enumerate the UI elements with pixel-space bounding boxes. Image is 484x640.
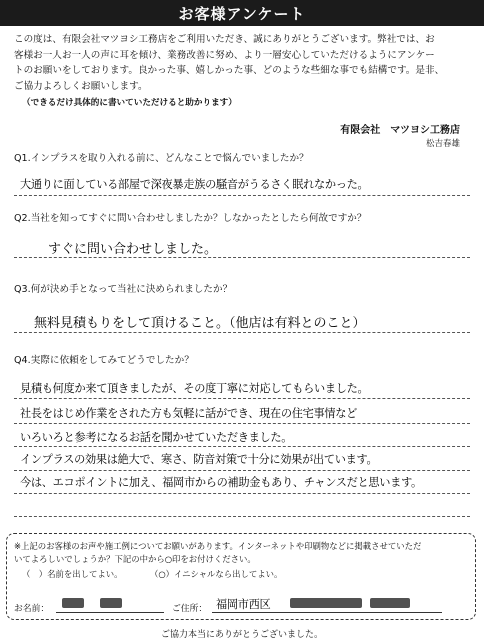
name-underline	[56, 612, 164, 613]
answer-4-line: 今は、エコポイントに加え、福岡市からの補助金もあり、チャンスだと思います。	[20, 476, 422, 489]
question-2: Q2.当社を知ってすぐに問い合わせしましたか？しなかったとしたら何故ですか？	[14, 213, 367, 224]
intro-line: ご協力よろしくお願いします。	[14, 80, 148, 92]
address-label: ご住所：	[172, 604, 208, 614]
answer-4-line: 社長をはじめ作業をされた方も気軽に話ができ、現在の住宅事情など	[20, 407, 358, 420]
answer-4-line: いろいろと参考になるお話を聞かせていただきました。	[20, 431, 293, 444]
answer-2-line: すぐに問い合わせしました。	[48, 242, 218, 257]
signer-name: 松吉春雄	[425, 139, 460, 149]
page-title: お客様アンケート	[178, 5, 306, 23]
address-underline	[212, 612, 442, 613]
intro-line: トのお願いをしております。良かった事、嬉しかった事、どのような些細な事でも結構です。是非、	[14, 65, 445, 76]
answer-4-line: インプラスの効果は絶大で、寒さ、防音対策で十分に効果が出ています。	[20, 453, 378, 466]
consent-note-line: いてよろしいでしょうか？下記の中から○印をお付けください。	[14, 554, 256, 564]
redacted-address	[370, 598, 410, 608]
answer-rule	[14, 446, 470, 447]
answer-rule	[14, 195, 470, 196]
answer-rule	[14, 516, 470, 517]
answer-rule	[14, 470, 470, 471]
thanks-message: ご協力本当にありがとうございました。	[160, 630, 323, 640]
answer-1-line: 大通りに面している部屋で深夜暴走族の騒音がうるさく眠れなかった。	[20, 178, 369, 191]
address-value: 福岡市西区	[216, 598, 271, 611]
answer-rule	[14, 493, 470, 494]
intro-paragraph	[14, 32, 474, 94]
answer-rule	[14, 332, 470, 333]
answer-4-line: 見積も何度か来て頂きましたが、その度丁寧に対応してもらいました。	[20, 382, 369, 395]
redacted-name	[62, 598, 84, 608]
redacted-address	[290, 598, 362, 608]
answer-rule	[14, 423, 470, 424]
answer-3-line: 無料見積もりをして頂けること。（他店は有料とのこと）	[34, 316, 366, 331]
answer-rule	[14, 398, 470, 399]
question-1: Q1.インプラスを取り入れる前に、どんなことで悩んでいましたか？	[14, 153, 309, 164]
company-name: 有限会社 マツヨシ工務店	[340, 125, 460, 136]
intro-line: 客様お一人お一人の声に耳を傾け、業務改善に努め、より一層安心していただけるようにアンケー	[14, 49, 435, 61]
question-3: Q3.何が決め手となって当社に決められましたか？	[14, 284, 233, 295]
intro-note: （できるだけ具体的に書いていただけると助かります）	[22, 98, 237, 108]
redacted-name	[100, 598, 122, 608]
option-initials-ok[interactable]: （○）イニシャルなら出してよい。	[150, 569, 283, 579]
intro-line: この度は、有限会社マツヨシ工務店をご利用いただき、誠にありがとうございます。弊社では、お	[14, 34, 435, 45]
option-name-ok[interactable]: （ ）名前を出してよい。	[22, 569, 123, 579]
question-4: Q4.実際に依頼をしてみてどうでしたか？	[14, 355, 194, 366]
consent-note-line: ※上記のお客様のお声や施工例についてお願いがあります。インターネットや印刷物などに掲載させていただ	[14, 541, 422, 551]
answer-rule	[14, 257, 470, 258]
consent-note	[14, 540, 474, 566]
name-label: お名前：	[14, 604, 50, 614]
